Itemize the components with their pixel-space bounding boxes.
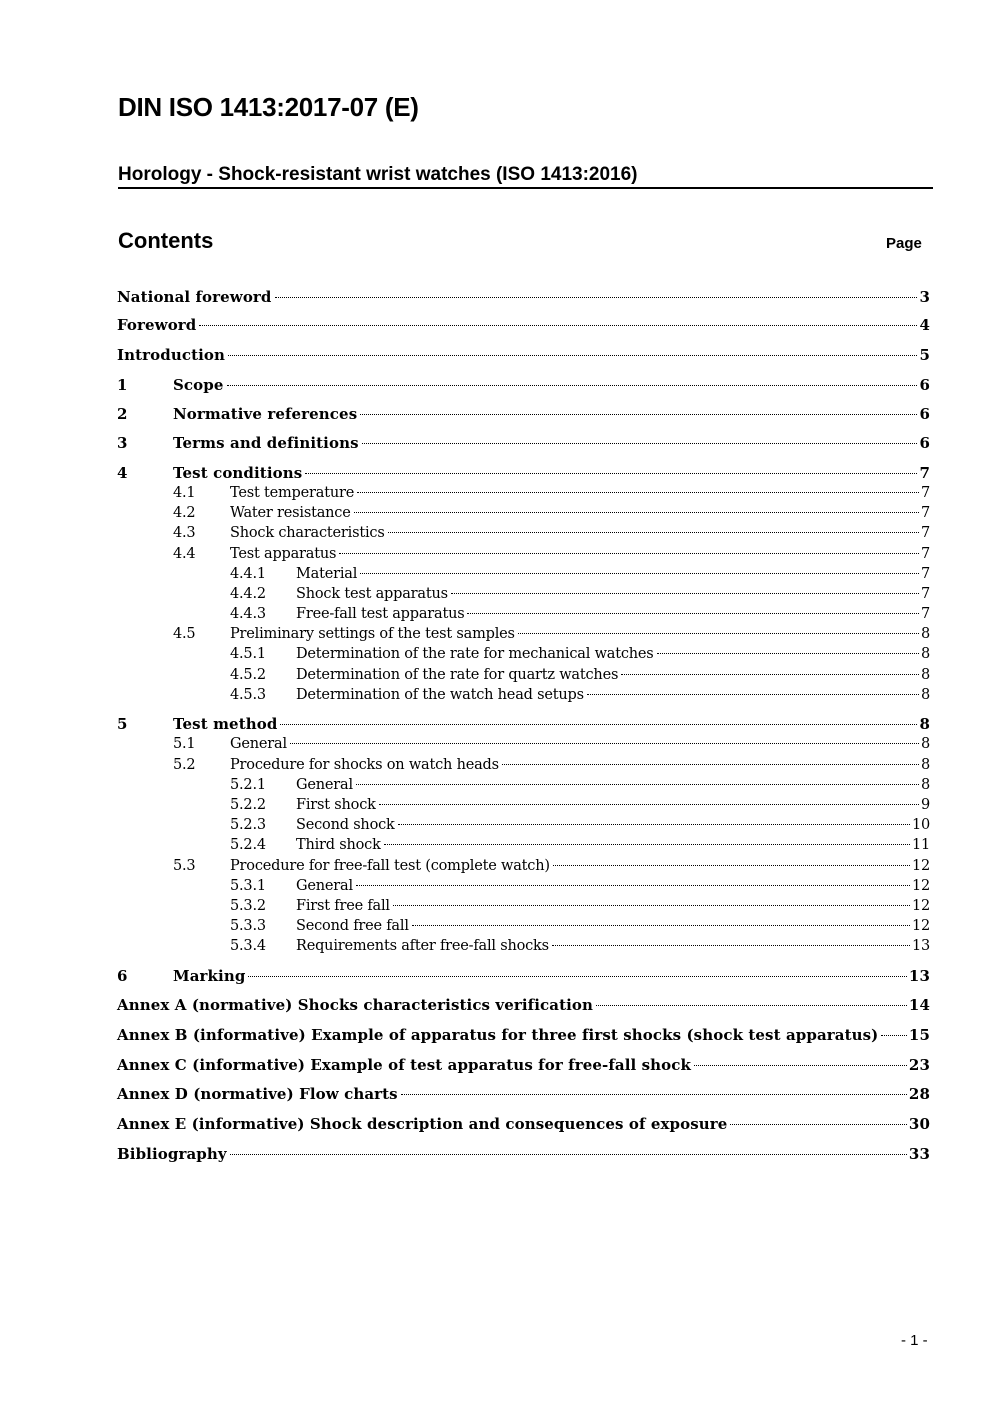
toc-entry-number: 4.4 [173,546,196,562]
toc-entry-page: 30 [908,1115,930,1133]
toc-entry[interactable] [0,713,992,735]
toc-entry-page: 4 [919,316,930,334]
toc-entry-line [173,432,930,454]
dot-leader [393,905,910,906]
toc-entry-number: 4.3 [173,525,196,541]
toc-entry-label: Determination of the watch head setups [296,687,584,703]
toc-entry[interactable] [0,814,992,836]
toc-entry-label: General [230,736,287,752]
toc-entry[interactable] [0,1113,992,1135]
toc-entry-page: 3 [919,288,930,306]
toc-entry-line [117,314,930,336]
dot-leader [360,414,917,415]
toc-entry-page: 8 [920,736,930,752]
toc-entry-page: 8 [920,687,930,703]
toc-entry-label: Third shock [296,837,381,853]
toc-entry-line [173,713,930,735]
toc-entry-line [117,286,930,308]
toc-entry-page: 11 [911,837,930,853]
toc-entry-line [296,684,930,706]
toc-entry-label: Material [296,566,358,582]
toc-entry-label: Test apparatus [230,546,337,562]
dot-leader [248,976,907,977]
toc-entry[interactable] [0,664,992,686]
toc-entry-page: 12 [911,918,930,934]
dot-leader [587,694,919,695]
toc-entry-page: 12 [911,858,930,874]
dot-leader [360,573,919,574]
toc-entry-number: 5.1 [173,736,196,752]
toc-entry[interactable] [0,522,992,544]
toc-entry[interactable] [0,794,992,816]
dot-leader [621,674,919,675]
toc-entry-line [117,1024,930,1046]
toc-entry-number: 5.2.3 [230,817,266,833]
dot-leader [451,593,919,594]
toc-entry-label: Preliminary settings of the test samples [230,626,515,642]
toc-entry-line [230,502,930,524]
toc-entry-page: 6 [919,405,930,423]
toc-entry-line [296,915,930,937]
toc-entry-label: Shock test apparatus [296,586,448,602]
toc-entry-line [230,855,930,877]
dot-leader [227,385,918,386]
toc-entry[interactable] [0,935,992,957]
toc-entry-line [173,462,930,484]
toc-entry-line [117,1054,930,1076]
toc-entry-line [230,733,930,755]
toc-entry-number: 2 [117,405,128,423]
toc-entry[interactable] [0,733,992,755]
toc-entry-number: 4.4.1 [230,566,266,582]
dot-leader [305,473,917,474]
toc-entry[interactable] [0,623,992,645]
toc-entry[interactable] [0,1024,992,1046]
toc-entry-number: 5.2 [173,757,196,773]
toc-entry-line [296,794,930,816]
toc-entry-number: 3 [117,434,128,452]
toc-entry-label: Test conditions [173,464,303,482]
toc-entry-label: Procedure for shocks on watch heads [230,757,499,773]
document-subtitle: Horology - Shock-resistant wrist watches (ISO 1413:2016) [118,164,933,189]
toc-entry-page: 8 [920,757,930,773]
toc-entry-line [296,563,930,585]
dot-leader [356,885,910,886]
toc-entry-label: Water resistance [230,505,351,521]
toc-entry[interactable] [0,994,992,1016]
toc-entry-label: Annex C (informative) Example of test apparatus for free-fall shock [117,1056,692,1074]
dot-leader [401,1094,907,1095]
toc-entry-label: Scope [173,376,224,394]
dot-leader [280,724,917,725]
toc-entry-page: 12 [911,898,930,914]
dot-leader [354,512,919,513]
toc-entry[interactable] [0,895,992,917]
toc-entry-number: 5.3.4 [230,938,266,954]
toc-entry[interactable] [0,374,992,396]
dot-leader [290,743,919,744]
toc-entry-line [117,994,930,1016]
toc-entry-number: 1 [117,376,128,394]
toc-entry-number: 4 [117,464,128,482]
toc-entry-page: 10 [911,817,930,833]
toc-entry-line [296,774,930,796]
toc-entry-number: 4.5 [173,626,196,642]
dot-leader [553,865,910,866]
toc-entry-line [296,814,930,836]
dot-leader [388,532,919,533]
toc-entry[interactable] [0,603,992,625]
toc-entry-number: 4.1 [173,485,196,501]
toc-entry-line [296,895,930,917]
toc-entry-line [117,344,930,366]
toc-entry-number: 4.5.2 [230,667,266,683]
toc-entry-page: 33 [908,1145,930,1163]
toc-entry-line [296,643,930,665]
toc-entry-page: 12 [911,878,930,894]
toc-entry-page: 14 [908,996,930,1014]
contents-heading: Contents [118,228,214,253]
toc-entry[interactable] [0,1143,992,1165]
toc-entry[interactable] [0,583,992,605]
toc-entry-label: Normative references [173,405,358,423]
dot-leader [398,824,910,825]
toc-entry[interactable] [0,684,992,706]
dot-leader [275,297,918,298]
toc-entry-number: 4.4.3 [230,606,266,622]
dot-leader [357,492,919,493]
toc-entry-number: 4.5.3 [230,687,266,703]
toc-entry-label: First free fall [296,898,390,914]
toc-entry-page: 8 [920,777,930,793]
toc-entry-line [230,754,930,776]
toc-entry[interactable] [0,344,992,366]
toc-entry-number: 6 [117,967,128,985]
toc-entry-label: General [296,878,353,894]
toc-entry-page: 8 [919,715,930,733]
toc-entry[interactable] [0,462,992,484]
toc-entry-page: 7 [920,525,930,541]
dot-leader [339,553,919,554]
document-title: DIN ISO 1413:2017-07 (E) [118,92,419,122]
toc-entry[interactable] [0,432,992,454]
toc-entry[interactable] [0,754,992,776]
toc-entry-number: 4.4.2 [230,586,266,602]
toc-entry-page: 9 [920,797,930,813]
toc-entry-page: 15 [908,1026,930,1044]
toc-entry-label: Second free fall [296,918,409,934]
toc-entry-label: Annex E (informative) Shock description and consequences of exposure [117,1115,728,1133]
toc-entry-number: 5.3 [173,858,196,874]
toc-entry-page: 23 [908,1056,930,1074]
toc-entry-page: 8 [920,626,930,642]
toc-entry[interactable] [0,965,992,987]
toc-entry-line [296,664,930,686]
toc-entry[interactable] [0,563,992,585]
toc-entry-label: Terms and definitions [173,434,359,452]
toc-entry-label: Procedure for free-fall test (complete watch) [230,858,550,874]
toc-entry-page: 7 [920,546,930,562]
toc-entry[interactable] [0,875,992,897]
toc-entry-number: 5.2.2 [230,797,266,813]
toc-entry-label: Test method [173,715,278,733]
toc-entry-line [173,965,930,987]
toc-entry-page: 13 [911,938,930,954]
dot-leader [379,804,919,805]
toc-entry-number: 5 [117,715,128,733]
dot-leader [694,1065,907,1066]
toc-entry[interactable] [0,543,992,565]
toc-entry-label: Foreword [117,316,197,334]
toc-entry-line [117,1143,930,1165]
toc-entry-label: Marking [173,967,246,985]
toc-entry-number: 5.2.4 [230,837,266,853]
toc-entry[interactable] [0,502,992,524]
dot-leader [596,1005,907,1006]
toc-entry-page: 8 [920,646,930,662]
toc-entry-line [117,1083,930,1105]
toc-entry-line [296,875,930,897]
toc-entry[interactable] [0,403,992,425]
toc-entry-number: 5.3.2 [230,898,266,914]
toc-entry-label: Annex B (informative) Example of apparatus for three first shocks (shock test apparatus) [117,1026,879,1044]
toc-entry-label: Bibliography [117,1145,227,1163]
toc-entry[interactable] [0,286,992,308]
toc-entry-page: 7 [920,566,930,582]
toc-entry-page: 7 [919,464,930,482]
toc-entry[interactable] [0,915,992,937]
toc-entry-number: 5.3.1 [230,878,266,894]
toc-entry[interactable] [0,1083,992,1105]
toc-entry-page: 5 [919,346,930,364]
page-column-heading: Page [886,235,922,252]
toc-entry-number: 5.3.3 [230,918,266,934]
toc-entry-line [230,543,930,565]
toc-entry[interactable] [0,1054,992,1076]
toc-entry-label: Annex D (normative) Flow charts [117,1085,398,1103]
dot-leader [362,443,918,444]
toc-entry-line [296,603,930,625]
toc-entry-line [296,834,930,856]
toc-entry-label: Determination of the rate for mechanical watches [296,646,654,662]
dot-leader [518,633,919,634]
dot-leader [356,784,919,785]
dot-leader [199,325,917,326]
toc-entry-label: Test temperature [230,485,355,501]
dot-leader [730,1124,906,1125]
toc-entry-page: 7 [920,586,930,602]
dot-leader [502,764,919,765]
toc-entry[interactable] [0,774,992,796]
dot-leader [552,945,910,946]
toc-entry[interactable] [0,855,992,877]
toc-entry-page: 7 [920,485,930,501]
toc-entry-page: 28 [908,1085,930,1103]
dot-leader [657,653,919,654]
toc-entry-number: 4.5.1 [230,646,266,662]
toc-entry-label: Shock characteristics [230,525,385,541]
toc-entry-line [296,935,930,957]
toc-entry-page: 7 [920,505,930,521]
toc-entry-label: Requirements after free-fall shocks [296,938,549,954]
toc-entry-number: 5.2.1 [230,777,266,793]
toc-entry-page: 7 [920,606,930,622]
dot-leader [412,925,910,926]
toc-entry-line [117,1113,930,1135]
toc-entry[interactable] [0,314,992,336]
toc-entry-page: 6 [919,376,930,394]
toc-entry-label: Annex A (normative) Shocks characteristics verification [117,996,594,1014]
dot-leader [881,1035,907,1036]
toc-entry-line [296,583,930,605]
toc-entry-page: 8 [920,667,930,683]
toc-entry-number: 4.2 [173,505,196,521]
page-number-footer: - 1 - [901,1332,928,1349]
toc-entry-label: First shock [296,797,376,813]
dot-leader [230,1154,907,1155]
toc-entry-label: Free-fall test apparatus [296,606,465,622]
toc-entry-label: Determination of the rate for quartz watches [296,667,619,683]
toc-entry-label: General [296,777,353,793]
dot-leader [467,613,918,614]
toc-entry[interactable] [0,834,992,856]
toc-entry-line [173,403,930,425]
toc-entry-page: 6 [919,434,930,452]
toc-entry-label: Second shock [296,817,395,833]
toc-entry-line [230,482,930,504]
toc-entry[interactable] [0,643,992,665]
dot-leader [228,355,917,356]
toc-entry[interactable] [0,482,992,504]
toc-entry-page: 13 [908,967,930,985]
toc-entry-label: National foreword [117,288,272,306]
dot-leader [384,844,910,845]
toc-entry-line [173,374,930,396]
toc-entry-line [230,522,930,544]
toc-entry-line [230,623,930,645]
toc-entry-label: Introduction [117,346,226,364]
